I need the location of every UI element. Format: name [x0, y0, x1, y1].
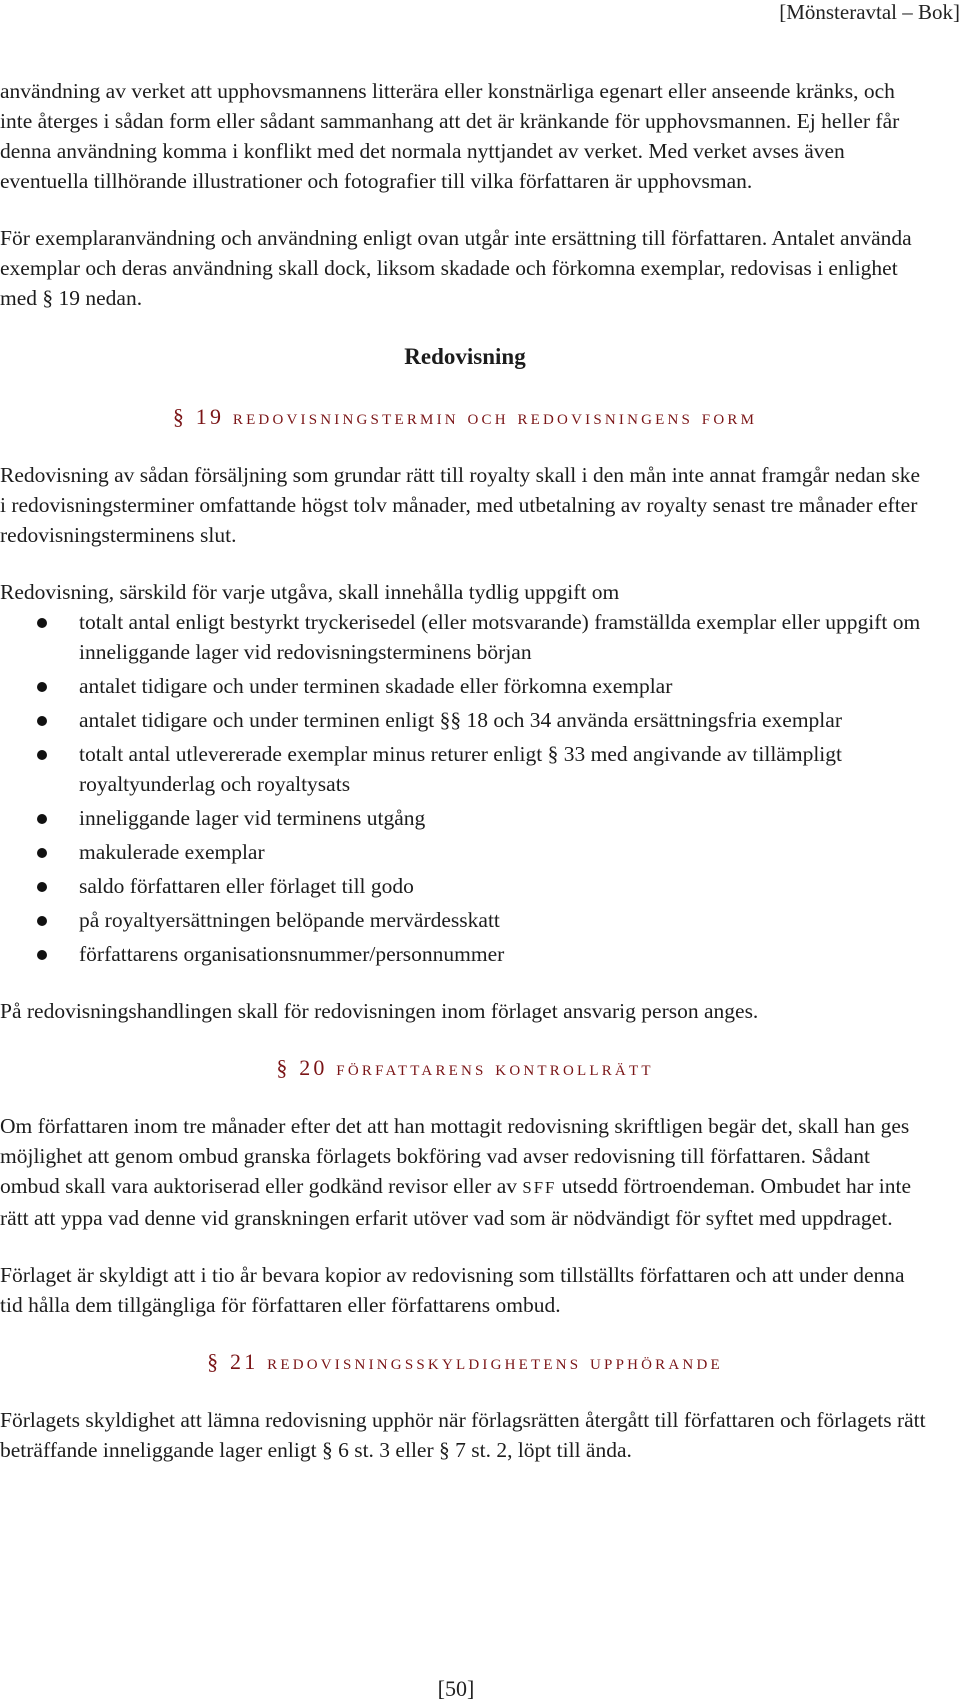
paragraph-21-termination: Förlagets skyldighet att lämna redovisning upphör när förlagsrätten återgått till författaren och förlagets rätt beträffande inneliggande lager enligt § 6 st. 3 eller § 7 st. 2, löpt till ända. — [0, 1408, 926, 1462]
paragraph-19-contents-intro: Redovisning, särskild för varje utgåva, skall innehålla tydlig uppgift om — [0, 580, 620, 604]
section-title-redovisning: Redovisning — [404, 344, 526, 369]
document-body — [0, 76, 930, 1492]
paragraph-heading-21: § 21 redovisningsskyldighetens upphörande — [207, 1349, 723, 1374]
list-item: antalet tidigare och under terminen skadade eller förkomna exemplar — [0, 671, 930, 701]
paragraph-continued-usage: användning av verket att upphovsmannens litterära eller konstnärliga egenart eller anseende kränks, och inte återges i sådan form eller sådant sammanhang att det är kränkande för upphovsmannen. Ej heller får denna användning komma i konflikt med det normala nyttjandet av verket. Med verket avses även eventuella tillhörande illustrationer och fotografier till vilka författaren är upphovsman. — [0, 79, 900, 193]
list-item: inneliggande lager vid terminens utgång — [0, 803, 930, 833]
paragraph-19-responsible-person: På redovisningshandlingen skall för redovisningen inom förlaget ansvarig person anges. — [0, 999, 759, 1023]
paragraph-20-retention: Förlaget är skyldigt att i tio år bevara kopior av redovisning som tillställts författaren och att under denna tid hålla dem tillgängliga för författaren eller författarens ombud. — [0, 1263, 905, 1317]
bullet-icon — [37, 716, 47, 726]
bullet-icon — [37, 882, 47, 892]
bullet-icon — [37, 848, 47, 858]
list-item: författarens organisationsnummer/personnummer — [0, 939, 930, 969]
list-item: totalt antal enligt bestyrkt tryckerisedel (eller motsvarande) framställda exemplar eller uppgift om inneliggande lager vid redovisningsterminens början — [0, 607, 930, 667]
list-item: antalet tidigare och under terminen enligt §§ 18 och 34 använda ersättningsfria exemplar — [0, 705, 930, 735]
bullet-icon — [37, 916, 47, 926]
list-item: på royaltyersättningen belöpande mervärdesskatt — [0, 905, 930, 935]
paragraph-heading-19: § 19 redovisningstermin och redovisningens form — [172, 404, 758, 429]
report-contents-list — [0, 607, 930, 969]
bullet-icon — [37, 618, 47, 628]
list-item: totalt antal utlevererade exemplar minus returer enligt § 33 med angivande av tillämpligt royaltyunderlag och royaltysats — [0, 739, 930, 799]
paragraph-heading-20: § 20 författarens kontrollrätt — [276, 1055, 654, 1080]
list-item: saldo författaren eller förlaget till godo — [0, 871, 930, 901]
bullet-icon — [37, 682, 47, 692]
paragraph-copy-usage: För exemplaranvändning och användning enligt ovan utgår inte ersättning till författaren. Antalet använda exemplar och deras användning skall dock, liksom skadade och förkomna exemplar, redovisas i enlighet med § 19 nedan. — [0, 226, 912, 310]
list-item: makulerade exemplar — [0, 837, 930, 867]
bullet-icon — [37, 814, 47, 824]
running-header: [Mönsteravtal – Bok] — [779, 0, 960, 24]
bullet-icon — [37, 950, 47, 960]
abbreviation-sff: SFF — [522, 1178, 557, 1197]
paragraph-19-terms: Redovisning av sådan försäljning som grundar rätt till royalty skall i den mån inte annat framgår nedan ske i redovisningsterminer omfattande högst tolv månader, med utbetalning av royalty senast tre månader efter redovisningsterminens slut. — [0, 463, 921, 547]
bullet-icon — [37, 750, 47, 760]
page-number: [50] — [437, 1676, 475, 1701]
paragraph-20-audit: Om författaren inom tre månader efter det att han mottagit redovisning skriftligen begär det, skall han ges möjlighet att genom ombud granska förlagets bokföring vad avser redovisning till författaren. Sådant ombud skall vara auktoriserad eller godkänd revisor eller av SFF utsedd förtroendeman. Ombudet har inte rätt att yppa vad denne vid granskningen erfarit utöver vad som är nödvändigt för syftet med uppdraget. — [0, 1114, 912, 1230]
